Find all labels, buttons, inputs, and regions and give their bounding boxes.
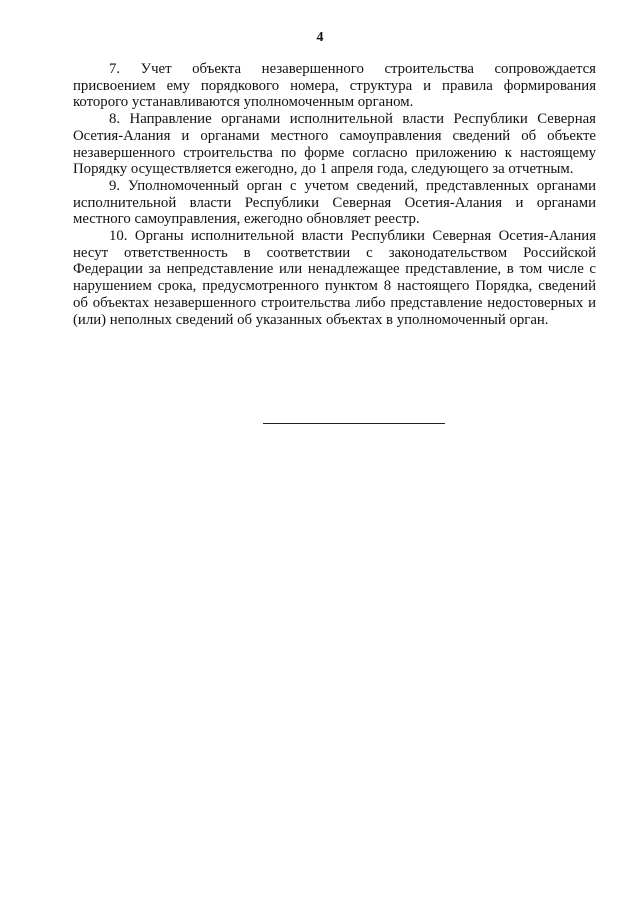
paragraph-8: 8. Направление органами исполнительной власти Республики Северная Осетия-Алания и органами местного самоуправления сведений об объекте незавершенного строительства по форме согласно приложению к настоящему Порядку осуществляется ежегодно, до 1 апреля года, следующего за отчетным. bbox=[73, 111, 596, 178]
end-separator-line bbox=[263, 423, 445, 424]
paragraph-10: 10. Органы исполнительной власти Республики Северная Осетия-Алания несут ответственность в соответствии с законодательством Российской Федерации за непредставление или ненадлежащее представление, в том числе с нарушением срока, предусмотренного пунктом 8 настоящего Порядка, сведений об объектах незавершенного строительства либо представление недостоверных и (или) неполных сведений об указанных объектах в уполномоченный орган. bbox=[73, 228, 596, 328]
paragraph-7: 7. Учет объекта незавершенного строительства сопровождается присвоением ему порядкового номера, структура и правила формирования которого устанавливаются уполномоченным органом. bbox=[73, 61, 596, 111]
document-body bbox=[73, 61, 596, 328]
page-number: 4 bbox=[316, 30, 324, 45]
paragraph-9: 9. Уполномоченный орган с учетом сведений, представленных органами исполнительной власти Республики Северная Осетия-Алания и органами местного самоуправления, ежегодно обновляет реестр. bbox=[73, 177, 596, 228]
